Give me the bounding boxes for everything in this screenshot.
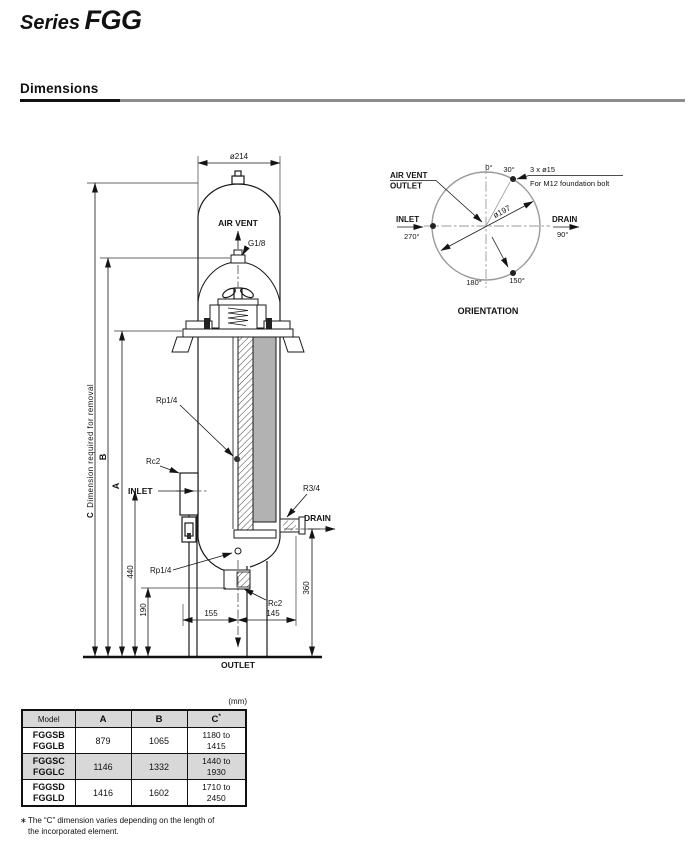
- cell-c: 1710 to 2450: [187, 780, 246, 807]
- footnote-line2: the incorporated element.: [28, 826, 119, 836]
- page-title: [20, 5, 142, 36]
- outlet-label: OUTLET: [221, 660, 255, 670]
- flange: [183, 329, 293, 337]
- rule-black: [20, 99, 120, 102]
- cell-b: 1332: [131, 754, 187, 780]
- upper-port: [234, 456, 240, 462]
- cell-b: 1602: [131, 780, 187, 807]
- table-row: [22, 780, 246, 807]
- filter-element: [253, 337, 276, 522]
- orientation-title: ORIENTATION: [457, 306, 519, 316]
- bolt-hole-270: [430, 223, 436, 229]
- cell-a: 879: [75, 728, 131, 754]
- dim-440-label: 440: [126, 565, 135, 579]
- rp14-upper-label: Rp1/4: [156, 396, 178, 405]
- rp14-lower-label: Rp1/4: [150, 566, 172, 575]
- bolt-hole-30: [510, 176, 516, 182]
- orient-outlet-label: OUTLET: [390, 181, 422, 191]
- spring: [228, 308, 248, 326]
- inlet-label: INLET: [128, 486, 153, 496]
- wing-nut: [221, 286, 255, 299]
- deg-180-label: 180°: [466, 278, 482, 287]
- dim-145-label: 145: [266, 609, 280, 618]
- deg-150-label: 150°: [509, 276, 525, 285]
- series-label: Series: [20, 12, 81, 34]
- col-header-a: A: [75, 710, 131, 728]
- cell-b: 1065: [131, 728, 187, 754]
- dim-360-label: 360: [302, 581, 311, 595]
- deg-90-label: 90°: [557, 230, 569, 239]
- orient-drain-label: DRAIN: [552, 215, 578, 224]
- dim-155-label: 155: [204, 609, 218, 618]
- orient-air-vent-label: AIR VENT: [390, 171, 428, 180]
- footnote-line1: The “C” dimension varies depending on the length of: [28, 816, 215, 825]
- deg-270-label: 270°: [404, 232, 420, 241]
- footnote: [20, 816, 260, 837]
- dia-197-label: ø197: [491, 203, 512, 221]
- table-row: [22, 728, 246, 754]
- dim-a-label: A: [111, 482, 121, 490]
- rc2-outlet-label: Rc2: [268, 599, 283, 608]
- technical-drawing: [80, 130, 660, 680]
- series-code: FGG: [84, 5, 142, 35]
- dimensions-table: [21, 709, 247, 807]
- col-header-b: B: [131, 710, 187, 728]
- air-vent-fitting: [231, 255, 245, 263]
- table-row: [22, 754, 246, 780]
- cell-a: 1416: [75, 780, 131, 807]
- col-header-model: Model: [22, 710, 75, 728]
- air-vent-label: AIR VENT: [218, 218, 258, 228]
- deg-0-label: 0°: [485, 163, 493, 172]
- orientation-diagram: [390, 163, 623, 316]
- dim-190-label: 190: [139, 603, 148, 617]
- inlet-block: [180, 473, 198, 515]
- dim-c-label: CDimension required for removal: [86, 383, 95, 518]
- section-title: Dimensions: [20, 81, 99, 96]
- deg-30-label: 30°: [503, 165, 515, 174]
- footnote-marker: ∗: [20, 816, 27, 825]
- dimension-lines: [87, 156, 335, 656]
- table-header-row: [22, 710, 246, 728]
- cell-models: FGGSC FGGLC: [22, 754, 75, 780]
- col-header-c: C*: [187, 710, 246, 728]
- dia-214-label: ø214: [229, 152, 249, 161]
- cell-c: 1180 to 1415: [187, 728, 246, 754]
- units-note: (mm): [228, 697, 247, 706]
- c-asterisk: *: [218, 712, 221, 720]
- cell-models: FGGSB FGGLB: [22, 728, 75, 754]
- section-rule: [20, 99, 685, 102]
- cell-a: 1146: [75, 754, 131, 780]
- orient-inlet-label: INLET: [396, 215, 420, 224]
- r34-label: R3/4: [303, 484, 320, 493]
- drawing-labels: [86, 152, 331, 670]
- cell-models: FGGSD FGGLD: [22, 780, 75, 807]
- top-plug: [232, 176, 244, 184]
- cell-c: 1440 to 1930: [187, 754, 246, 780]
- lower-port: [235, 548, 241, 554]
- bolt-note-label: For M12 foundation bolt: [530, 179, 610, 188]
- core-tube: [238, 337, 253, 530]
- rc2-inlet-label: Rc2: [146, 457, 161, 466]
- section-header: [20, 81, 685, 102]
- bolt-count-label: 3 x ø15: [530, 165, 556, 174]
- rule-gray: [120, 99, 685, 102]
- dim-b-label: B: [98, 453, 108, 461]
- g18-label: G1/8: [248, 239, 266, 248]
- drain-label: DRAIN: [304, 513, 331, 523]
